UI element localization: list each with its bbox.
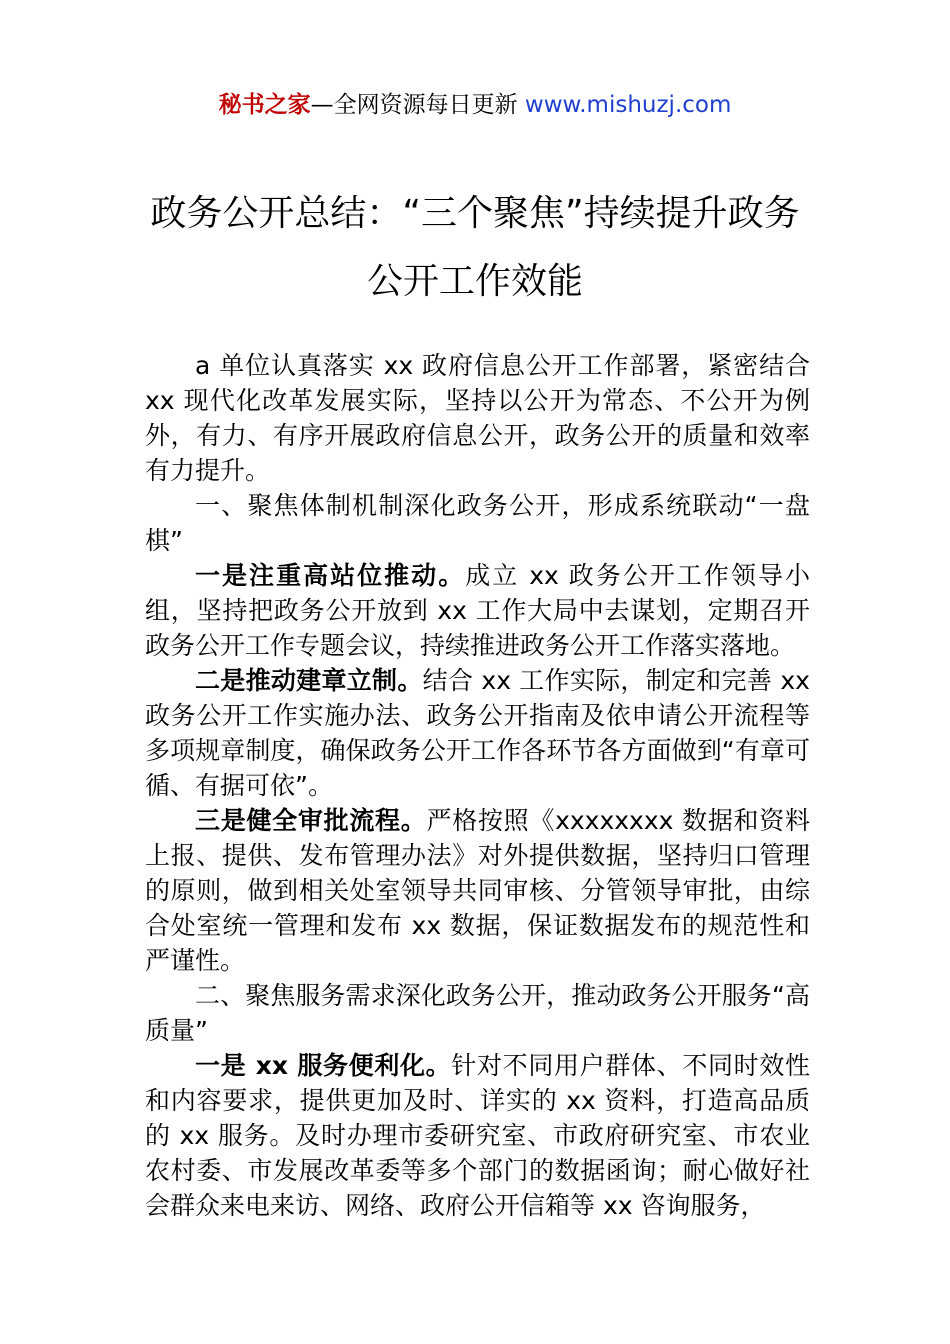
paragraph-text: a 单位认真落实 xx 政府信息公开工作部署，紧密结合 xx 现代化改革发展实际，坚持以公开为常态、不公开为例外，有力、有序开展政府信息公开，政务公开的质量和效率有力提升。 — [145, 351, 810, 485]
paragraph-text: 成立 xx 政务公开工作领导小组，坚持把政务公开放到 xx 工作大局中去谋划，定期召开政务公开工作专题会议，持续推进政务公开工作落实落地。 — [145, 561, 810, 660]
site-url-link[interactable]: www.mishuzj.com — [524, 92, 732, 118]
paragraph-lead: 一是注重高站位推动。 — [195, 561, 466, 590]
document-title: 政务公开总结：“三个聚焦”持续提升政务公开工作效能 — [150, 193, 800, 302]
paragraph — [145, 663, 810, 803]
section-heading — [145, 978, 810, 1048]
paragraph-lead: 三是健全审批流程。 — [195, 806, 427, 835]
paragraph-text: 结合 xx 工作实际，制定和完善 xx 政务公开工作实施办法、政务公开指南及依申请公开流程等多项规章制度，确保政务公开工作各环节各方面做到“有章可循、有据可依”。 — [145, 666, 810, 800]
paragraph — [145, 1048, 810, 1223]
paragraph-lead: 二是推动建章立制。 — [195, 666, 423, 695]
document-body — [145, 348, 810, 1223]
site-tagline: —全网资源每日更新 — [310, 92, 525, 118]
paragraph — [145, 803, 810, 978]
paragraph — [145, 348, 810, 488]
paragraph-lead: 一是 xx 服务便利化。 — [195, 1051, 452, 1080]
paragraph-text: 一、聚焦体制机制深化政务公开，形成系统联动“一盘棋” — [145, 491, 810, 555]
paragraph — [145, 558, 810, 663]
paragraph-text: 针对不同用户群体、不同时效性和内容要求，提供更加及时、详实的 xx 资料，打造高品质的 xx 服务。及时办理市委研究室、市政府研究室、市农业农村委、市发展改革委等多个部门的数据函询；耐心做好社会群众来电来访、网络、政府公开信箱等 xx 咨询服务， — [145, 1051, 810, 1220]
site-banner — [0, 88, 950, 122]
site-brand: 秘书之家 — [218, 92, 311, 118]
paragraph-text: 二、聚焦服务需求深化政务公开，推动政务公开服务“高质量” — [145, 981, 810, 1045]
paragraph-text: 严格按照《xxxxxxxx 数据和资料上报、提供、发布管理办法》对外提供数据，坚持归口管理的原则，做到相关处室领导共同审核、分管领导审批，由综合处室统一管理和发布 xx 数据，保证数据发布的规范性和严谨性。 — [145, 806, 810, 975]
section-heading — [145, 488, 810, 558]
